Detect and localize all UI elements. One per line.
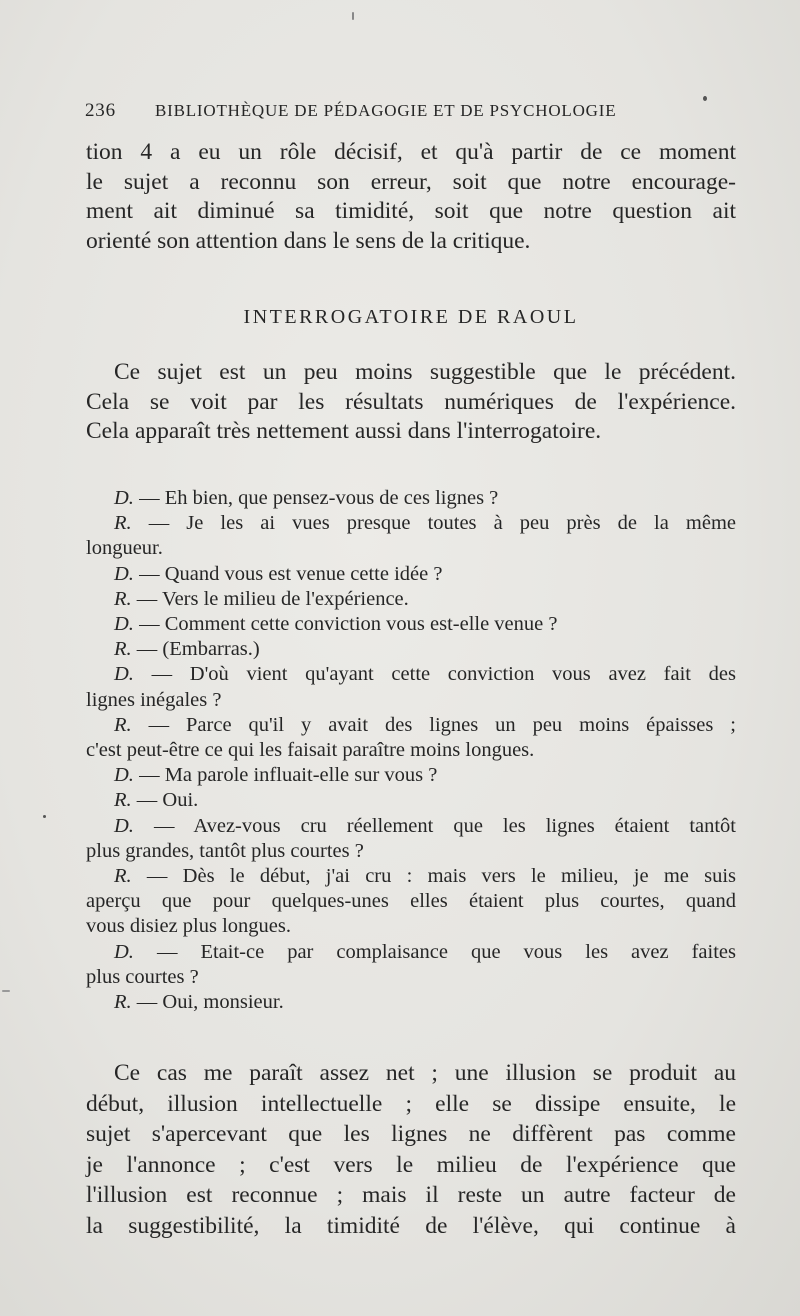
dialogue-text: — Dès le début, j'ai cru : mais vers le milieu, je me suis — [146, 865, 737, 888]
paragraph-line: Cela se voit par les résultats numériques de l'expérience. — [86, 388, 736, 415]
dialogue-line — [86, 587, 736, 612]
dialogue-text: — D'où vient qu'ayant cette conviction vous avez fait des — [151, 663, 736, 686]
dialogue-line — [86, 637, 736, 662]
paragraph-line: l'illusion est reconnue ; mais il reste un autre facteur de — [86, 1182, 736, 1208]
dialogue-text: — Avez-vous cru réellement que les lignes étaient tantôt — [153, 814, 737, 837]
dialogue-line — [86, 486, 736, 511]
speaker-label: R. — [114, 865, 132, 888]
dialogue-line: plus courtes ? — [86, 965, 199, 988]
dialogue-line — [86, 612, 736, 637]
speaker-label: D. — [114, 613, 134, 636]
speaker-label: D. — [114, 764, 134, 787]
paper-speck — [352, 12, 354, 20]
dialogue-text: — Eh bien, que pensez-vous de ces lignes ? — [139, 487, 499, 509]
running-title: BIBLIOTHÈQUE DE PÉDAGOGIE ET DE PSYCHOLOGIE — [155, 101, 617, 120]
speaker-label: R. — [114, 713, 132, 736]
paragraph-line: Cela apparaît très nettement aussi dans l'interrogatoire. — [86, 418, 602, 444]
speaker-label: R. — [114, 512, 132, 535]
dialogue-line: lignes inégales ? — [86, 688, 222, 711]
dialogue-line — [86, 788, 736, 813]
dialogue-text: — Vers le milieu de l'expérience. — [136, 587, 409, 610]
dialogue-text: — Oui. — [136, 789, 199, 812]
dialogue-line: c'est peut-être ce qui les faisait paraître moins longues. — [86, 739, 535, 762]
intro-line: tion 4 a eu un rôle décisif, et qu'à partir de ce moment — [86, 139, 736, 165]
dialogue-line — [86, 662, 736, 687]
dialogue-text: — Je les ai vues presque toutes à peu près de la même — [148, 512, 736, 535]
section-heading: INTERROGATOIRE DE RAOUL — [243, 306, 579, 328]
running-header — [85, 100, 735, 122]
dialogue-line: aperçu que pour quelques-unes elles étaient plus courtes, quand — [86, 890, 736, 913]
paragraph-line: je l'annonce ; c'est vers le milieu de l'expérience que — [86, 1151, 736, 1178]
speaker-label: D. — [114, 940, 134, 963]
dialogue-text: — Etait-ce par complaisance que vous les avez faites — [156, 940, 737, 963]
dialogue-text: — (Embarras.) — [136, 638, 260, 661]
paper-speck — [2, 990, 10, 992]
speaker-label: R. — [114, 991, 132, 1014]
intro-line: ment ait diminué sa timidité, soit que notre question ait — [86, 198, 736, 224]
dialogue-line: longueur. — [86, 537, 163, 560]
paragraph-line: Ce sujet est un peu moins suggestible que le précédent. — [114, 359, 736, 385]
dialogue — [86, 486, 736, 1015]
speaker-label: D. — [114, 663, 134, 686]
paragraph-line: la suggestibilité, la timidité de l'élève, qui continue à — [86, 1212, 736, 1239]
paper-speck — [43, 815, 46, 818]
intro-line: orienté son attention dans le sens de la critique. — [86, 227, 531, 254]
dialogue-line: plus grandes, tantôt plus courtes ? — [86, 839, 364, 862]
speaker-label: D. — [114, 814, 134, 837]
dialogue-line — [86, 864, 736, 889]
page-number: 236 — [85, 100, 116, 121]
dialogue-line: vous disiez plus longues. — [86, 915, 291, 938]
dialogue-line — [86, 763, 736, 788]
speaker-label: R. — [114, 789, 132, 812]
dialogue-line — [86, 511, 736, 536]
speaker-label: R. — [114, 587, 132, 610]
speaker-label: R. — [114, 638, 132, 661]
dialogue-text: — Comment cette conviction vous est-elle venue ? — [139, 613, 558, 636]
paragraph-line: début, illusion intellectuelle ; elle se dissipe ensuite, le — [86, 1090, 736, 1117]
intro-line: le sujet a reconnu son erreur, soit que notre encourage- — [86, 168, 736, 195]
dialogue-line — [86, 990, 736, 1015]
paper-speck — [703, 96, 707, 101]
final-paragraph — [86, 1058, 736, 1241]
paragraph-1 — [86, 358, 736, 447]
speaker-label: D. — [114, 562, 134, 585]
paragraph-line: Ce cas me paraît assez net ; une illusion se produit au — [114, 1060, 736, 1086]
speaker-label: D. — [114, 487, 134, 509]
dialogue-line — [86, 940, 736, 965]
dialogue-text: — Parce qu'il y avait des lignes un peu moins épaisses ; — [148, 713, 736, 736]
intro-paragraph — [86, 138, 736, 256]
dialogue-text: — Ma parole influait-elle sur vous ? — [139, 764, 438, 787]
dialogue-line — [86, 562, 736, 587]
dialogue-text: — Quand vous est venue cette idée ? — [139, 562, 443, 585]
dialogue-line — [86, 814, 736, 839]
dialogue-text: — Oui, monsieur. — [136, 991, 284, 1014]
paragraph-line: sujet s'apercevant que les lignes ne diffèrent pas comme — [86, 1121, 736, 1147]
dialogue-line — [86, 713, 736, 738]
